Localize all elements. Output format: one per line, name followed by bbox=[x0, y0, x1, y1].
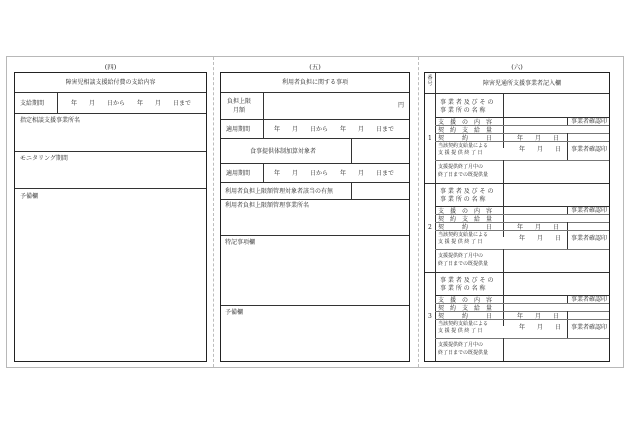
entry-number: 2 bbox=[428, 223, 432, 231]
end-date-label-2: 支 援 提 供 終 了 日 bbox=[438, 239, 483, 245]
end-date-label-1: 当該契約支給量による bbox=[438, 321, 489, 327]
burden-cap-label-2: 月額 bbox=[233, 107, 246, 114]
meal-row bbox=[221, 139, 409, 164]
divider bbox=[435, 311, 609, 312]
notes-label-five: 予備欄 bbox=[225, 309, 244, 316]
panel-four bbox=[14, 72, 207, 362]
meal-period-row bbox=[221, 164, 409, 183]
fold-line-left bbox=[213, 57, 214, 367]
panel-six-title-row bbox=[425, 73, 609, 94]
used-amount-label-1: 支援提供終了月中の bbox=[438, 164, 484, 170]
contract-date-label: 契 約 日 bbox=[438, 313, 493, 320]
end-date-label-1: 当該契約支給量による bbox=[438, 232, 489, 238]
divider bbox=[503, 183, 504, 206]
number-column-head: 番号 bbox=[427, 75, 433, 87]
panel-five-title: 利用者負担に関する事項 bbox=[281, 79, 348, 86]
divider bbox=[435, 319, 609, 320]
mgmt-office-row[interactable] bbox=[221, 200, 409, 236]
used-amount-label-2: 終了日までの既提供量 bbox=[438, 350, 489, 356]
supply-period-row bbox=[15, 93, 206, 114]
panel-six-title: 障害児通所支援事業者記入欄 bbox=[482, 80, 561, 87]
apply-period-row bbox=[221, 120, 409, 139]
used-amount-label-1: 支援提供終了月中の bbox=[438, 253, 484, 259]
provider-name-label-1: 事 業 者 及 び そ の bbox=[440, 99, 494, 106]
meal-period-value[interactable]: 年 月 日から 年 月 日まで bbox=[274, 170, 395, 177]
apply-period-value[interactable]: 年 月 日から 年 月 日まで bbox=[274, 126, 395, 133]
notes-label-four: 予備欄 bbox=[20, 193, 39, 200]
divider bbox=[263, 164, 264, 182]
mgmt-label: 利用者負担上限額管理対象者該当の有無 bbox=[225, 188, 334, 195]
meal-label: 食事提供体制加算対象者 bbox=[250, 148, 317, 155]
divider bbox=[351, 139, 352, 163]
contract-amount-label: 契 約 支 給 量 bbox=[438, 216, 493, 223]
divider bbox=[435, 338, 609, 339]
support-content-label: 支 援 の 内 容 bbox=[438, 297, 493, 304]
contract-date-value[interactable]: 年 月 日 bbox=[517, 313, 560, 320]
provider-name-label-2: 事 業 所 の 名 称 bbox=[440, 107, 486, 114]
provider-label: 指定相談支援事業所名 bbox=[20, 117, 81, 124]
end-date-value[interactable]: 年 月 日 bbox=[519, 146, 562, 153]
confirm-stamp-label-2: 事業者確認印 bbox=[571, 146, 608, 153]
divider bbox=[503, 272, 504, 295]
divider bbox=[567, 206, 568, 214]
contract-date-value[interactable]: 年 月 日 bbox=[517, 135, 560, 142]
section-number-six: (六) bbox=[511, 63, 523, 71]
support-content-label: 支 援 の 内 容 bbox=[438, 119, 493, 126]
divider bbox=[503, 338, 504, 361]
panel-six bbox=[424, 72, 610, 362]
apply-period-label: 適用期間 bbox=[226, 126, 251, 133]
provider-name-label-2: 事 業 所 の 名 称 bbox=[440, 196, 486, 203]
divider bbox=[435, 303, 609, 304]
divider bbox=[435, 230, 609, 231]
provider-row[interactable] bbox=[15, 114, 206, 152]
divider bbox=[435, 160, 609, 161]
divider bbox=[435, 214, 609, 215]
contract-amount-label: 契 約 支 給 量 bbox=[438, 127, 493, 134]
end-date-label-2: 支 援 提 供 終 了 日 bbox=[438, 150, 483, 156]
used-amount-label-2: 終了日までの既提供量 bbox=[438, 172, 489, 178]
divider bbox=[57, 93, 58, 113]
divider bbox=[351, 183, 352, 199]
provider-name-label-2: 事 業 所 の 名 称 bbox=[440, 285, 486, 292]
divider bbox=[263, 93, 264, 119]
divider bbox=[567, 222, 568, 249]
contract-amount-label: 契 約 支 給 量 bbox=[438, 305, 493, 312]
divider bbox=[435, 125, 609, 126]
panel-five-title-row bbox=[221, 73, 409, 93]
supply-period-label: 支給期間 bbox=[20, 100, 45, 107]
yen-unit[interactable]: 円 bbox=[397, 102, 404, 109]
divider bbox=[435, 222, 609, 223]
confirm-stamp-label-1: 事業者確認印 bbox=[571, 207, 608, 214]
confirm-stamp-label-2: 事業者確認印 bbox=[571, 324, 608, 331]
divider bbox=[435, 249, 609, 250]
mgmt-office-label: 利用者負担上限額管理事業所名 bbox=[225, 202, 310, 209]
end-date-label-2: 支 援 提 供 終 了 日 bbox=[438, 328, 483, 334]
divider bbox=[567, 311, 568, 338]
special-notes-row[interactable] bbox=[221, 236, 409, 306]
provider-entry bbox=[425, 272, 609, 361]
special-notes-label: 特記事項欄 bbox=[225, 239, 256, 246]
divider bbox=[503, 249, 504, 272]
used-amount-label-2: 終了日までの既提供量 bbox=[438, 261, 489, 267]
provider-name-label-1: 事 業 者 及 び そ の bbox=[440, 277, 494, 284]
divider bbox=[567, 295, 568, 303]
confirm-stamp-label-1: 事業者確認印 bbox=[571, 118, 608, 125]
panel-four-title: 障害児相談支援給付費の支給内容 bbox=[65, 79, 156, 86]
monitoring-label: モニタリング期間 bbox=[20, 155, 68, 162]
divider bbox=[435, 141, 609, 142]
divider bbox=[503, 94, 504, 117]
confirm-stamp-label-2: 事業者確認印 bbox=[571, 235, 608, 242]
supply-period-value[interactable]: 年 月 日から 年 月 日まで bbox=[71, 100, 192, 107]
mgmt-row bbox=[221, 183, 409, 200]
entry-number: 3 bbox=[428, 312, 432, 320]
provider-entry bbox=[425, 183, 609, 273]
divider bbox=[567, 133, 568, 160]
used-amount-label-1: 支援提供終了月中の bbox=[438, 342, 484, 348]
contract-date-value[interactable]: 年 月 日 bbox=[517, 224, 560, 231]
burden-cap-row bbox=[221, 93, 409, 120]
divider bbox=[435, 133, 609, 134]
entry-number: 1 bbox=[428, 134, 432, 142]
divider bbox=[263, 120, 264, 138]
fold-line-right bbox=[418, 57, 419, 367]
burden-cap-label-1: 負担上限 bbox=[227, 98, 252, 105]
section-number-four: (四) bbox=[104, 63, 117, 71]
section-number-five: (五) bbox=[309, 63, 321, 71]
divider bbox=[567, 117, 568, 125]
divider bbox=[503, 160, 504, 183]
end-date-value[interactable]: 年 月 日 bbox=[519, 235, 562, 242]
provider-name-label-1: 事 業 者 及 び そ の bbox=[440, 188, 494, 195]
panel-five bbox=[220, 72, 410, 362]
support-content-label: 支 援 の 内 容 bbox=[438, 208, 493, 215]
panel-four-title-row bbox=[15, 73, 206, 93]
end-date-value[interactable]: 年 月 日 bbox=[519, 324, 562, 331]
confirm-stamp-label-1: 事業者確認印 bbox=[571, 296, 608, 303]
contract-date-label: 契 約 日 bbox=[438, 135, 493, 142]
monitoring-row[interactable] bbox=[15, 152, 206, 189]
end-date-label-1: 当該契約支給量による bbox=[438, 143, 489, 149]
provider-entry bbox=[425, 94, 609, 184]
contract-date-label: 契 約 日 bbox=[438, 224, 493, 231]
meal-period-label: 適用期間 bbox=[226, 170, 251, 177]
